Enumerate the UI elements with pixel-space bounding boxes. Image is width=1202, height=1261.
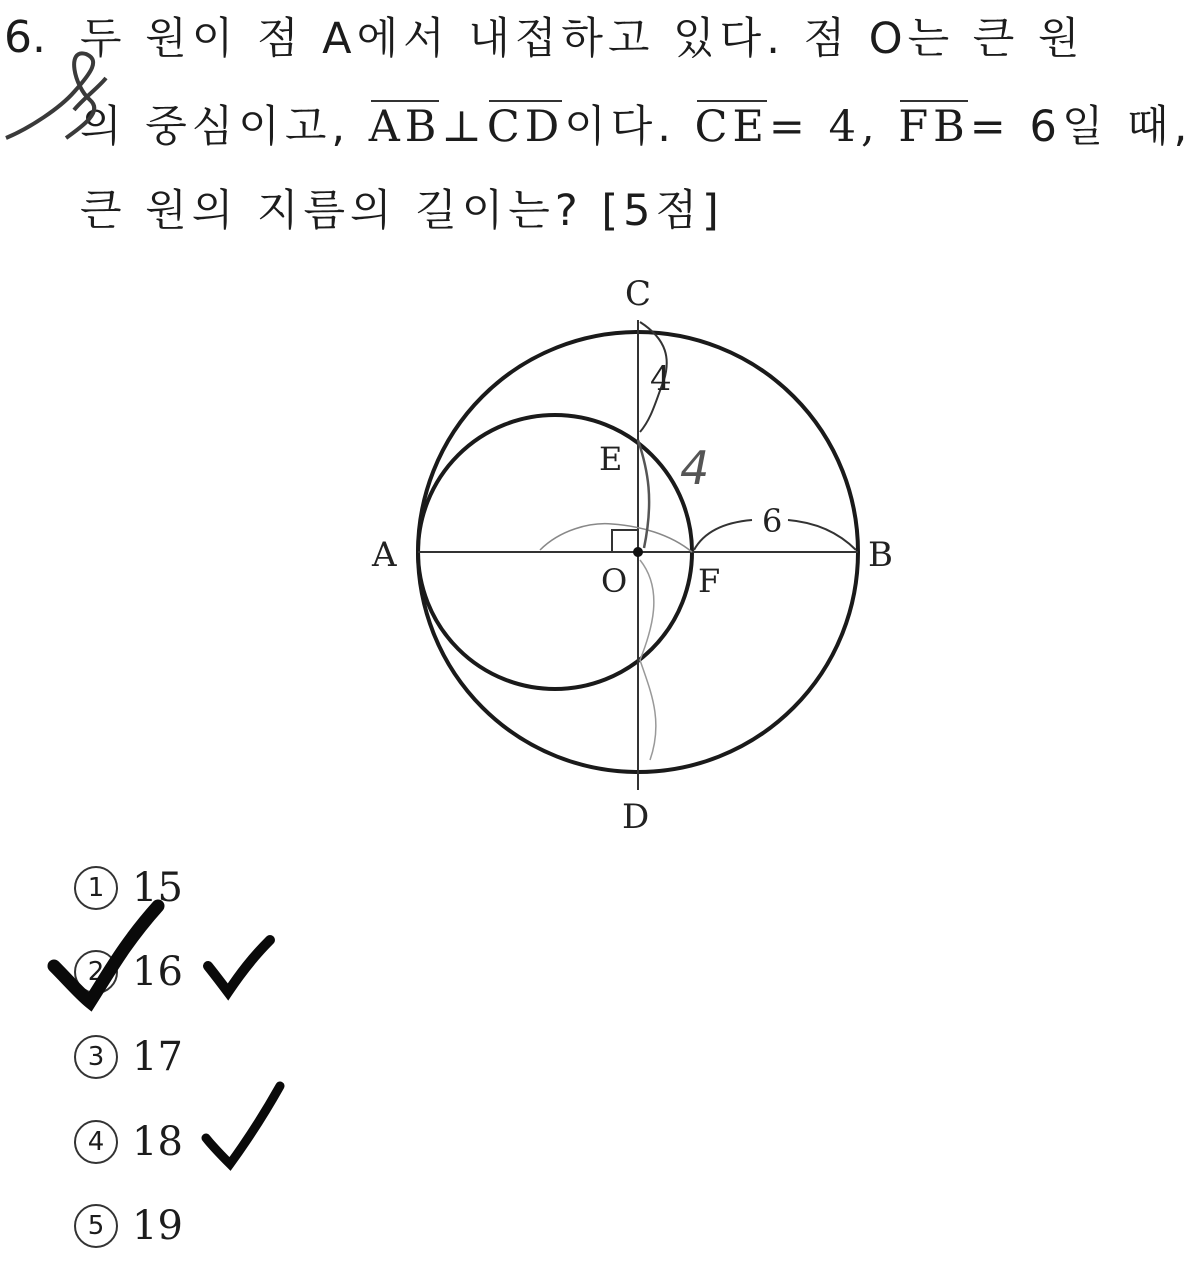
segment-cd: CD [486,102,565,152]
question-line-1 [80,14,1085,64]
choice-4-mark: 4 [74,1120,118,1164]
choice-3-mark: 3 [74,1035,118,1079]
ce-equation: = 4, [768,102,880,152]
label-b: B [868,535,893,575]
check-mark-16[interactable] [208,940,270,992]
segment-ab: AB [368,102,442,152]
label-o: O [601,562,628,600]
question-text-line-2b: 이다. [564,102,676,152]
choice-4[interactable] [74,1120,183,1164]
segment-fb: FB [898,102,970,152]
label-a: A [372,535,397,575]
choice-4-value: 18 [132,1119,183,1165]
length-label-ce: 4 [650,359,672,399]
choice-3[interactable] [74,1035,183,1079]
handwritten-4: 4 [680,441,710,495]
label-d: D [622,797,650,837]
choice-5-mark: 5 [74,1204,118,1248]
geometry-figure [340,260,920,840]
choice-5[interactable] [74,1204,183,1248]
question-number: 6. [4,12,46,63]
choice-1-value: 15 [132,865,183,911]
center-point-o [633,547,643,557]
question-text-line-3: 큰 원의 지름의 길이는? [5점] [80,186,724,236]
right-angle-mark [612,530,638,552]
choice-1[interactable] [74,866,183,910]
choice-2[interactable] [74,950,183,994]
question-text-line-2a: 의 중심이고, [80,102,351,152]
pencil-stroke-1 [540,524,692,552]
label-e: E [599,440,623,478]
length-label-fb: 6 [762,502,783,540]
question-line-2 [80,102,1193,152]
choice-2-value: 16 [132,949,183,995]
choice-3-value: 17 [132,1034,183,1080]
choice-5-value: 19 [132,1203,183,1249]
label-f: F [698,562,721,600]
choice-2-mark: 2 [74,950,118,994]
question-line-3 [80,186,724,236]
pencil-stroke-2 [638,440,649,548]
perp-symbol: ⊥ [441,102,487,152]
segment-ce: CE [694,102,769,152]
label-c: C [625,274,652,314]
check-mark-18[interactable] [206,1086,280,1164]
question-text-line-1: 두 원이 점 A에서 내접하고 있다. 점 O는 큰 원 [80,14,1085,64]
choice-1-mark: 1 [74,866,118,910]
fb-equation: = 6일 때, [969,102,1193,152]
